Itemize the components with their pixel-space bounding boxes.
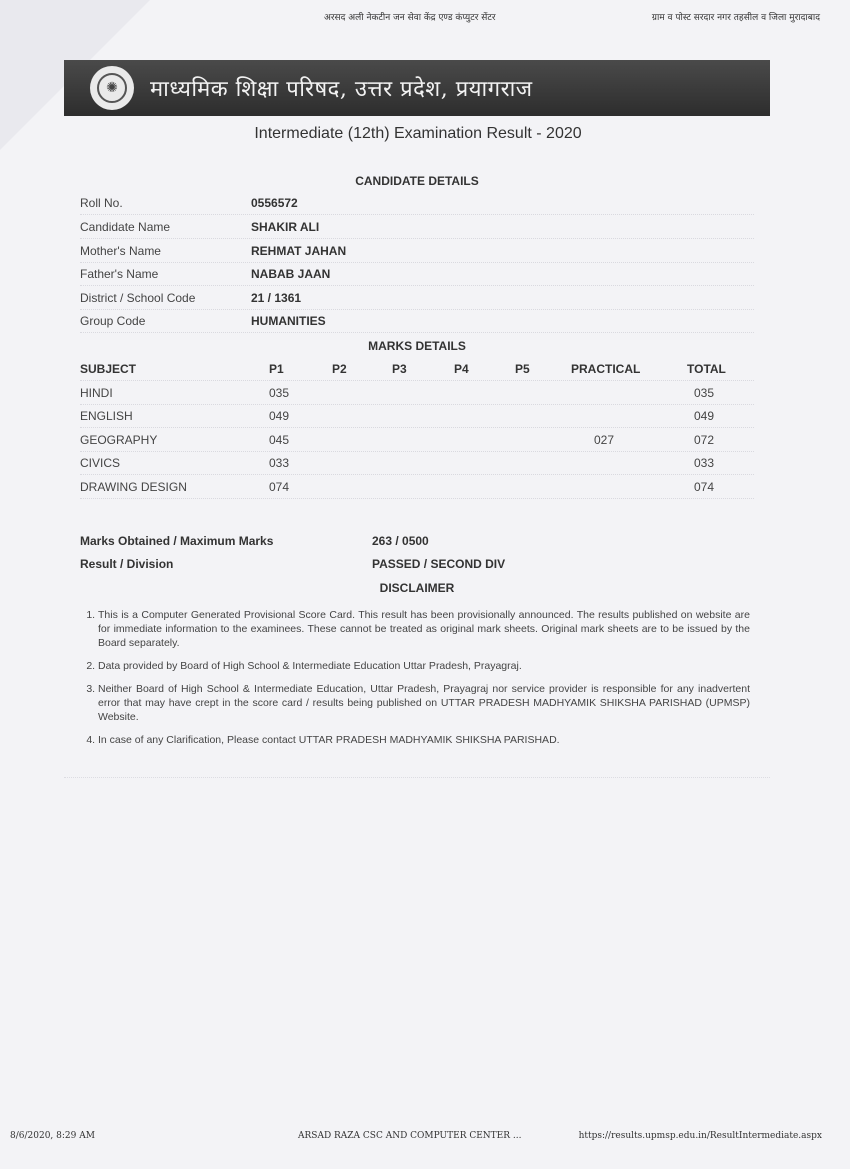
total-marks: 074 — [694, 480, 715, 494]
roll-number: 0556572 — [251, 196, 298, 210]
total-marks: 049 — [694, 409, 715, 423]
field-label: Group Code — [80, 314, 146, 328]
marks-obtained-label: Marks Obtained / Maximum Marks — [80, 534, 274, 548]
print-url: https://results.upmsp.edu.in/ResultIntermediate.aspx — [578, 1131, 822, 1141]
col-p4: P4 — [454, 362, 469, 376]
marks-details-heading: MARKS DETAILS — [368, 339, 466, 353]
total-marks: 035 — [694, 386, 715, 400]
disclaimer-list — [84, 608, 750, 756]
subject-name: DRAWING DESIGN — [80, 480, 187, 494]
p1-marks: 049 — [269, 409, 290, 423]
mother-name: REHMAT JAHAN — [251, 244, 347, 258]
disclaimer-item: 3. Neither Board of High School & Intermediate Education, Uttar Pradesh, Prayagraj nor service provider is responsible for any inadvertent error that may have crept in the score card / results being published on UTTAR PRADESH MADHYAMIK SHIKSHA PARISHAD (UPMSP) Website. — [98, 682, 750, 724]
district-school-code: 21 / 1361 — [251, 291, 302, 305]
candidate-row — [80, 215, 754, 239]
disclaimer-item: 4. In case of any Clarification, Please contact UTTAR PRADESH MADHYAMIK SHIKSHA PARISHAD. — [98, 733, 750, 747]
candidate-row — [80, 286, 754, 310]
result-division-value: PASSED / SECOND DIV — [372, 557, 506, 571]
p1-marks: 035 — [269, 386, 290, 400]
result-division-label: Result / Division — [80, 557, 174, 571]
father-name: NABAB JAAN — [251, 267, 331, 281]
exam-title: Intermediate (12th) Examination Result - 2020 — [254, 125, 582, 142]
up-emblem-icon: ✺ — [90, 66, 134, 110]
subject-name: GEOGRAPHY — [80, 433, 158, 447]
result-summary — [80, 557, 506, 571]
subject-name: ENGLISH — [80, 409, 133, 423]
print-center-name: ARSAD RAZA CSC AND COMPUTER CENTER ... — [298, 1131, 522, 1141]
marks-row — [80, 381, 754, 405]
marks-row — [80, 404, 754, 428]
field-label: Mother's Name — [80, 244, 161, 258]
print-header-left: अरसद अली नेकटीन जन सेवा केंद्र एण्ड कंप्युटर सेंटर — [324, 13, 496, 23]
print-header-right: ग्राम व पोस्ट सरदार नगर तहसील व जिला मुरादाबाद — [651, 13, 820, 23]
total-marks: 033 — [694, 456, 715, 470]
col-p1: P1 — [269, 362, 284, 376]
field-label: Roll No. — [80, 196, 123, 210]
disclaimer-item: 1. This is a Computer Generated Provisional Score Card. This result has been provisionally announced. The results published on website are for immediate information to the examinees. These cannot be treated as original mark sheets. Original mark sheets are to be issued by the Board separately. — [98, 608, 750, 650]
card-bottom-rule — [64, 777, 770, 778]
col-practical: PRACTICAL — [571, 362, 641, 376]
disclaimer-heading: DISCLAIMER — [379, 581, 455, 595]
total-marks: 072 — [694, 433, 715, 447]
marks-summary — [80, 534, 429, 548]
col-p5: P5 — [515, 362, 530, 376]
print-datetime: 8/6/2020, 8:29 AM — [10, 1131, 95, 1141]
p1-marks: 045 — [269, 433, 290, 447]
field-label: District / School Code — [80, 291, 196, 305]
result-card — [64, 150, 770, 790]
practical-marks: 027 — [594, 433, 615, 447]
marks-row — [80, 475, 754, 499]
col-p3: P3 — [392, 362, 407, 376]
field-label: Father's Name — [80, 267, 159, 281]
board-banner — [64, 60, 770, 116]
marks-obtained-value: 263 / 0500 — [372, 534, 429, 548]
candidate-row — [80, 239, 754, 263]
group-code: HUMANITIES — [251, 314, 326, 328]
col-subject: SUBJECT — [80, 362, 137, 376]
marks-row — [80, 451, 754, 475]
subject-name: HINDI — [80, 386, 113, 400]
candidate-row — [80, 262, 754, 286]
col-total: TOTAL — [687, 362, 726, 376]
candidate-row — [80, 191, 754, 215]
disclaimer-item: 2. Data provided by Board of High School & Intermediate Education Uttar Pradesh, Prayagraj. — [98, 659, 750, 673]
p1-marks: 074 — [269, 480, 290, 494]
candidate-name: SHAKIR ALI — [251, 220, 320, 234]
subject-name: CIVICS — [80, 456, 121, 470]
board-title: माध्यमिक शिक्षा परिषद, उत्तर प्रदेश, प्रयागराज — [150, 77, 533, 102]
candidate-row — [80, 309, 754, 333]
candidate-details-heading: CANDIDATE DETAILS — [355, 174, 479, 188]
marks-header-row — [80, 357, 754, 381]
marks-row — [80, 428, 754, 452]
col-p2: P2 — [332, 362, 347, 376]
field-label: Candidate Name — [80, 220, 171, 234]
p1-marks: 033 — [269, 456, 290, 470]
